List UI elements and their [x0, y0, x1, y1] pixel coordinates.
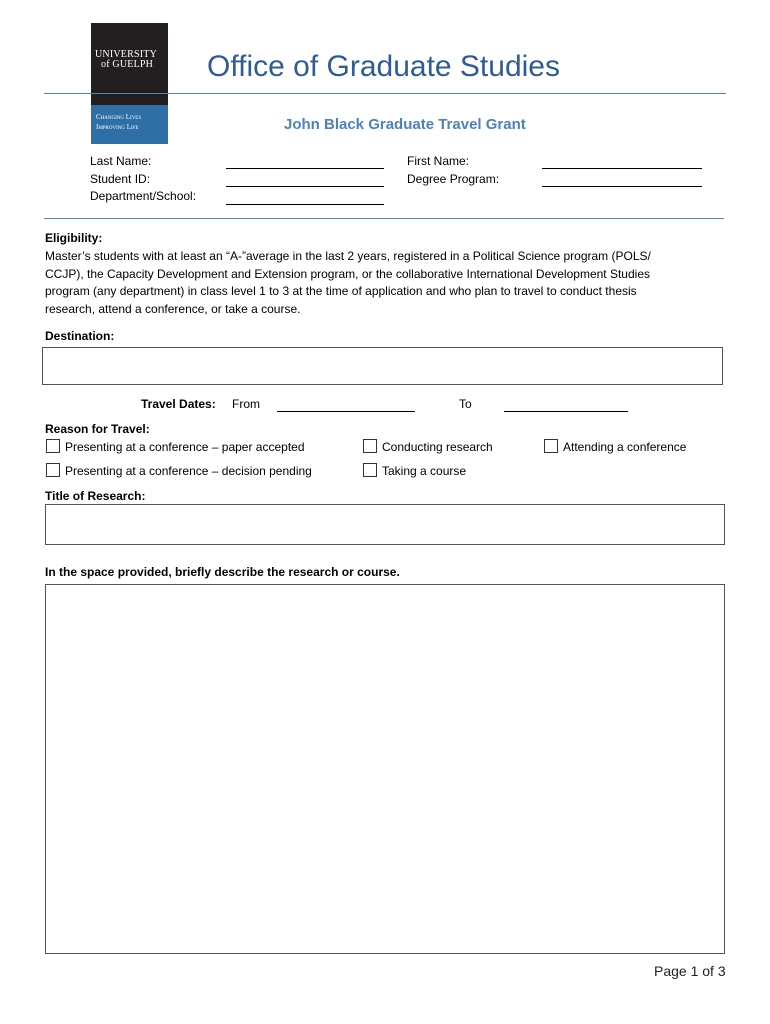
option-decision-pending-label: Presenting at a conference – decision pending [65, 464, 312, 478]
research-title-label: Title of Research: [45, 489, 146, 503]
checkbox-decision-pending[interactable] [46, 463, 60, 477]
description-textarea[interactable] [45, 584, 725, 954]
department-field[interactable] [226, 203, 384, 205]
degree-program-label: Degree Program: [407, 172, 500, 186]
destination-label: Destination: [45, 329, 115, 343]
eligibility-line: Master’s students with at least an “A-”average in the last 2 years, registered in a Political Science program (POLS/ [45, 249, 651, 263]
page-number: Page 1 of 3 [654, 963, 726, 979]
logo-blue-panel [91, 105, 168, 144]
logo-tag-line1: Changing Lives [96, 113, 142, 121]
research-title-input[interactable] [45, 504, 725, 545]
department-label: Department/School: [90, 189, 197, 203]
checkbox-paper-accepted[interactable] [46, 439, 60, 453]
to-label: To [459, 397, 472, 411]
from-label: From [232, 397, 260, 411]
checkbox-attending-conference[interactable] [544, 439, 558, 453]
option-attending-conference-label: Attending a conference [563, 440, 687, 454]
reason-heading: Reason for Travel: [45, 422, 150, 436]
option-paper-accepted-label: Presenting at a conference – paper accepted [65, 440, 305, 454]
eligibility-line: CCJP), the Capacity Development and Extension program, or the collaborative International Development Studies [45, 266, 650, 281]
header-divider [44, 93, 726, 94]
eligibility-heading: Eligibility: [45, 231, 103, 245]
logo-wordmark [95, 50, 165, 70]
eligibility-text [45, 248, 715, 318]
first-name-label: First Name: [407, 154, 470, 168]
logo-tag-line2: Improving Life [96, 123, 139, 131]
logo-name-line1: UNIVERSITY [95, 49, 157, 60]
to-date-field[interactable] [504, 410, 628, 412]
last-name-field[interactable] [226, 167, 384, 169]
travel-dates-label: Travel Dates: [141, 397, 216, 411]
page-title: Office of Graduate Studies [207, 50, 560, 83]
section-divider [44, 218, 724, 219]
eligibility-line: research, attend a conference, or take a course. [45, 301, 301, 316]
degree-program-field[interactable] [542, 185, 702, 187]
first-name-field[interactable] [542, 167, 702, 169]
description-label: In the space provided, briefly describe the research or course. [45, 565, 400, 579]
from-date-field[interactable] [277, 410, 415, 412]
option-taking-course-label: Taking a course [382, 464, 467, 478]
student-id-label: Student ID: [90, 172, 151, 186]
checkbox-conducting-research[interactable] [363, 439, 377, 453]
student-id-field[interactable] [226, 185, 384, 187]
option-conducting-research-label: Conducting research [382, 440, 493, 454]
destination-input[interactable] [42, 347, 723, 385]
logo-tagline [96, 112, 166, 132]
university-logo [91, 23, 168, 144]
logo-name-line2: of GUELPH [101, 59, 154, 70]
checkbox-taking-course[interactable] [363, 463, 377, 477]
form-subtitle: John Black Graduate Travel Grant [284, 116, 526, 133]
eligibility-line: program (any department) in class level 1 to 3 at the time of application and who plan to travel to conduct thesis [45, 284, 637, 298]
last-name-label: Last Name: [90, 154, 152, 168]
